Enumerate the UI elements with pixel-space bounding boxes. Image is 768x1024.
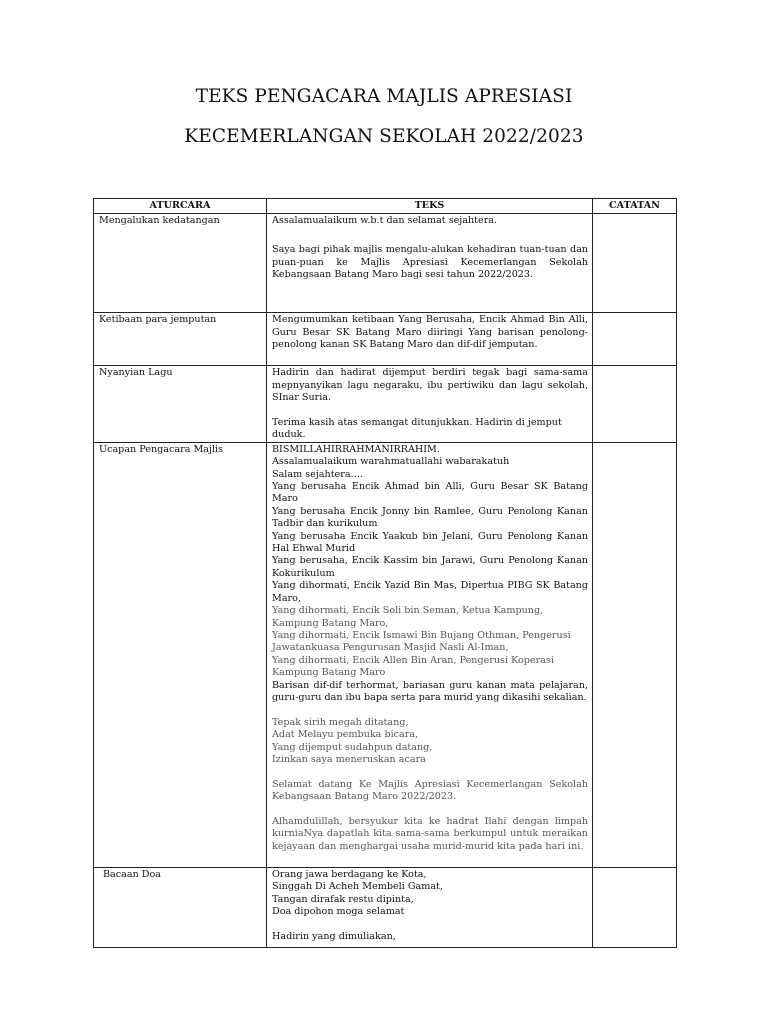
text-line: Alhamdulillah, bersyukur kita ke hadrat Ilahi dengan limpah kurniaNya dapatlah kita sama-sama berkumpul untuk meraikan kejayaan dan menghargai usaha murid-murid kita pada hari ini. — [272, 815, 588, 852]
text-line: Selamat datang Ke Majlis Apresiasi Kecemerlangan Sekolah Kebangsaan Batang Maro 2022/2023. — [272, 778, 588, 803]
text-line: Yang berusaha Encik Jonny bin Ramlee, Guru Penolong Kanan Tadbir dan kurikulum — [272, 505, 588, 530]
cell-teks — [267, 313, 593, 366]
cell-teks — [267, 366, 593, 442]
cell-aturcara: Nyanyian Lagu — [94, 366, 267, 442]
text-line: Yang dihormati, Encik Ismawi Bin Bujang Othman, Pengerusi Jawatankuasa Pengurusan Masjid Nasli Al-Iman, — [272, 629, 571, 654]
text-line: Tepak sirih megah ditatang, — [272, 716, 409, 728]
cell-catatan — [593, 313, 677, 366]
cell-aturcara: Ketibaan para jemputan — [94, 313, 267, 366]
text-line: Izinkan saya meneruskan acara — [272, 753, 426, 765]
document-title-line2: KECEMERLANGAN SEKOLAH 2022/2023 — [184, 126, 584, 147]
cell-catatan — [593, 214, 677, 313]
text-line: Orang jawa berdagang ke Kota, — [272, 868, 427, 880]
text-line: Mengumumkan ketibaan Yang Berusaha, Encik Ahmad Bin Alli, Guru Besar SK Batang Maro diiringi Yang barisan penolong-penolong kanan SK Batang Maro dan dif-dif jemputan. — [272, 314, 588, 351]
cell-catatan — [593, 366, 677, 442]
cell-teks — [267, 214, 593, 313]
cell-teks — [267, 442, 593, 867]
header-aturcara: ATURCARA — [94, 199, 267, 214]
table-row — [94, 442, 677, 867]
text-line: Yang dihormati, Encik Yazid Bin Mas, Dipertua PIBG SK Batang Maro, — [272, 580, 588, 604]
header-teks: TEKS — [267, 199, 593, 214]
program-table — [93, 198, 677, 948]
table-row — [94, 366, 677, 442]
text-line: Yang dijemput sudahpun datang, — [272, 741, 433, 753]
text-line: Tangan dirafak restu dipinta, — [272, 893, 414, 905]
text-line: Salam sejahtera…. — [272, 468, 364, 480]
table-header-row — [94, 199, 677, 214]
text-line: Adat Melayu pembuka bicara, — [272, 729, 419, 741]
text-line: Singgah Di Acheh Membeli Gamat, — [272, 881, 443, 893]
text-line: Yang berusaha, Encik Kassim bin Jarawi, Guru Penolong Kanan Kokurikulum — [272, 555, 588, 579]
text-line: Yang berusaha Encik Ahmad bin Alli, Guru Besar SK Batang Maro — [272, 481, 588, 505]
header-catatan: CATATAN — [593, 199, 677, 214]
cell-catatan — [593, 867, 677, 947]
table-row — [94, 867, 677, 947]
text-line: Assalamualaikum w.b.t dan selamat sejahtera. — [272, 215, 498, 227]
text-line: Saya bagi pihak majlis mengalu-alukan kehadiran tuan-tuan dan puan-puan ke Majlis Apresiasi Kecemerlangan Sekolah Kebangsaan Batang Maro bagi sesi tahun 2022/2023. — [272, 244, 588, 281]
text-line: Assalamualaikum warahmatuallahi wabarakatuh — [272, 456, 510, 468]
text-line: Hadirin yang dimuliakan, — [272, 930, 396, 942]
text-line: Hadirin dan hadirat dijemput berdiri tegak bagi sama-sama mepnyanyikan lagu negaraku, ibu pertiwiku dan lagu sekolah, SInar Suria. — [272, 367, 588, 404]
cell-catatan — [593, 442, 677, 867]
text-line: Yang berusaha Encik Yaakub bin Jelani, Guru Penolong Kanan Hal Ehwal Murid — [272, 530, 588, 555]
cell-aturcara: Bacaan Doa — [94, 867, 267, 947]
text-line: Terima kasih atas semangat ditunjukkan. Hadirin di jemput duduk. — [272, 417, 562, 441]
document-title-line1: TEKS PENGACARA MAJLIS APRESIASI — [195, 86, 573, 107]
cell-teks — [267, 867, 593, 947]
text-line: BISMILLAHIRRAHMANIRRAHIM. — [272, 443, 440, 455]
text-line: Yang dihormati, Encik Allen Bin Aran, Pengerusi Koperasi Kampung Batang Maro — [272, 654, 554, 679]
cell-aturcara: Ucapan Pengacara Majlis — [94, 442, 267, 867]
text-line: Yang dihormati, Encik Soli bin Seman, Ketua Kampung, Kampung Batang Maro, — [272, 605, 544, 629]
cell-aturcara: Mengalukan kedatangan — [94, 214, 267, 313]
text-line: Doa dipohon moga selamat — [272, 906, 405, 918]
table-row — [94, 313, 677, 366]
text-line: Barisan dif-dif terhormat, bariasan guru kanan mata pelajaran, guru-guru dan ibu bapa serta para murid yang dikasihi sekalian. — [272, 679, 588, 703]
table-row — [94, 214, 677, 313]
